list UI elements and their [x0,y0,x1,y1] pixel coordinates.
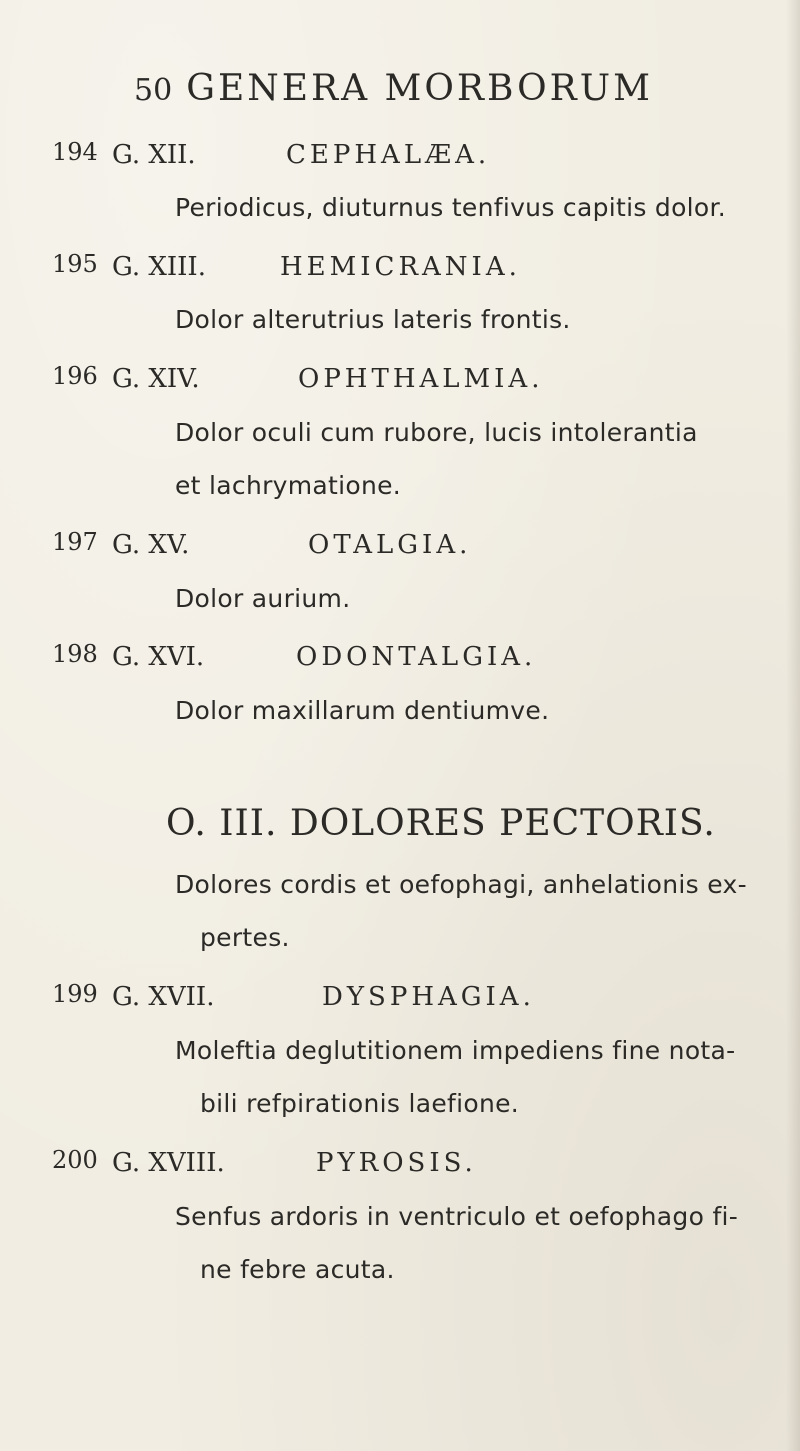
genus-name: OTALGIA. [308,530,472,560]
order-definition-cont: pertes. [200,923,290,952]
order-definition: Dolores cordis et oefophagi, anhelationis ex- [175,870,747,899]
genus-number: G. XVII. [112,982,215,1012]
entry-number: 194 [52,138,98,166]
genus-name: HEMICRANIA. [280,252,521,282]
entry-number: 197 [52,528,98,556]
genus-definition: Moleftia deglutitionem impediens fine nota- [175,1036,736,1065]
genus-name: DYSPHAGIA. [322,982,535,1012]
entry-number: 200 [52,1146,98,1174]
genus-name: ODONTALGIA. [296,642,537,672]
running-head [134,68,653,109]
genus-definition: Senfus ardoris in ventriculo et oefophago fi- [175,1202,739,1231]
entry-number: 199 [52,980,98,1008]
genus-number: G. XVI. [112,642,205,672]
entry-number: 195 [52,250,98,278]
genus-name: PYROSIS. [316,1148,477,1178]
genus-name: OPHTHALMIA. [298,364,544,394]
genus-definition: Periodicus, diuturnus tenfivus capitis dolor. [175,193,727,222]
genus-definition: Dolor oculi cum rubore, lucis intolerantia [175,418,698,447]
genus-definition: Dolor maxillarum dentiumve. [175,696,550,725]
genus-number: G. XIII. [112,252,206,282]
genus-number: G. XII. [112,140,196,170]
order-heading: O. III. DOLORES PECTORIS. [166,803,716,844]
entry-number: 196 [52,362,98,390]
genus-number: G. XIV. [112,364,200,394]
page-title: GENERA MORBORUM [186,68,653,109]
genus-definition-cont: ne febre acuta. [200,1255,395,1284]
genus-number: G. XVIII. [112,1148,225,1178]
page-number: 50 [134,73,173,108]
page-edge-shadow [786,0,800,1451]
genus-definition: Dolor alterutrius lateris frontis. [175,305,571,334]
genus-definition-cont: et lachrymatione. [175,471,402,500]
entry-number: 198 [52,640,98,668]
genus-definition-cont: bili refpirationis laefione. [200,1089,520,1118]
genus-definition: Dolor aurium. [175,584,351,613]
genus-name: CEPHALÆA. [286,140,491,170]
genus-number: G. XV. [112,530,190,560]
